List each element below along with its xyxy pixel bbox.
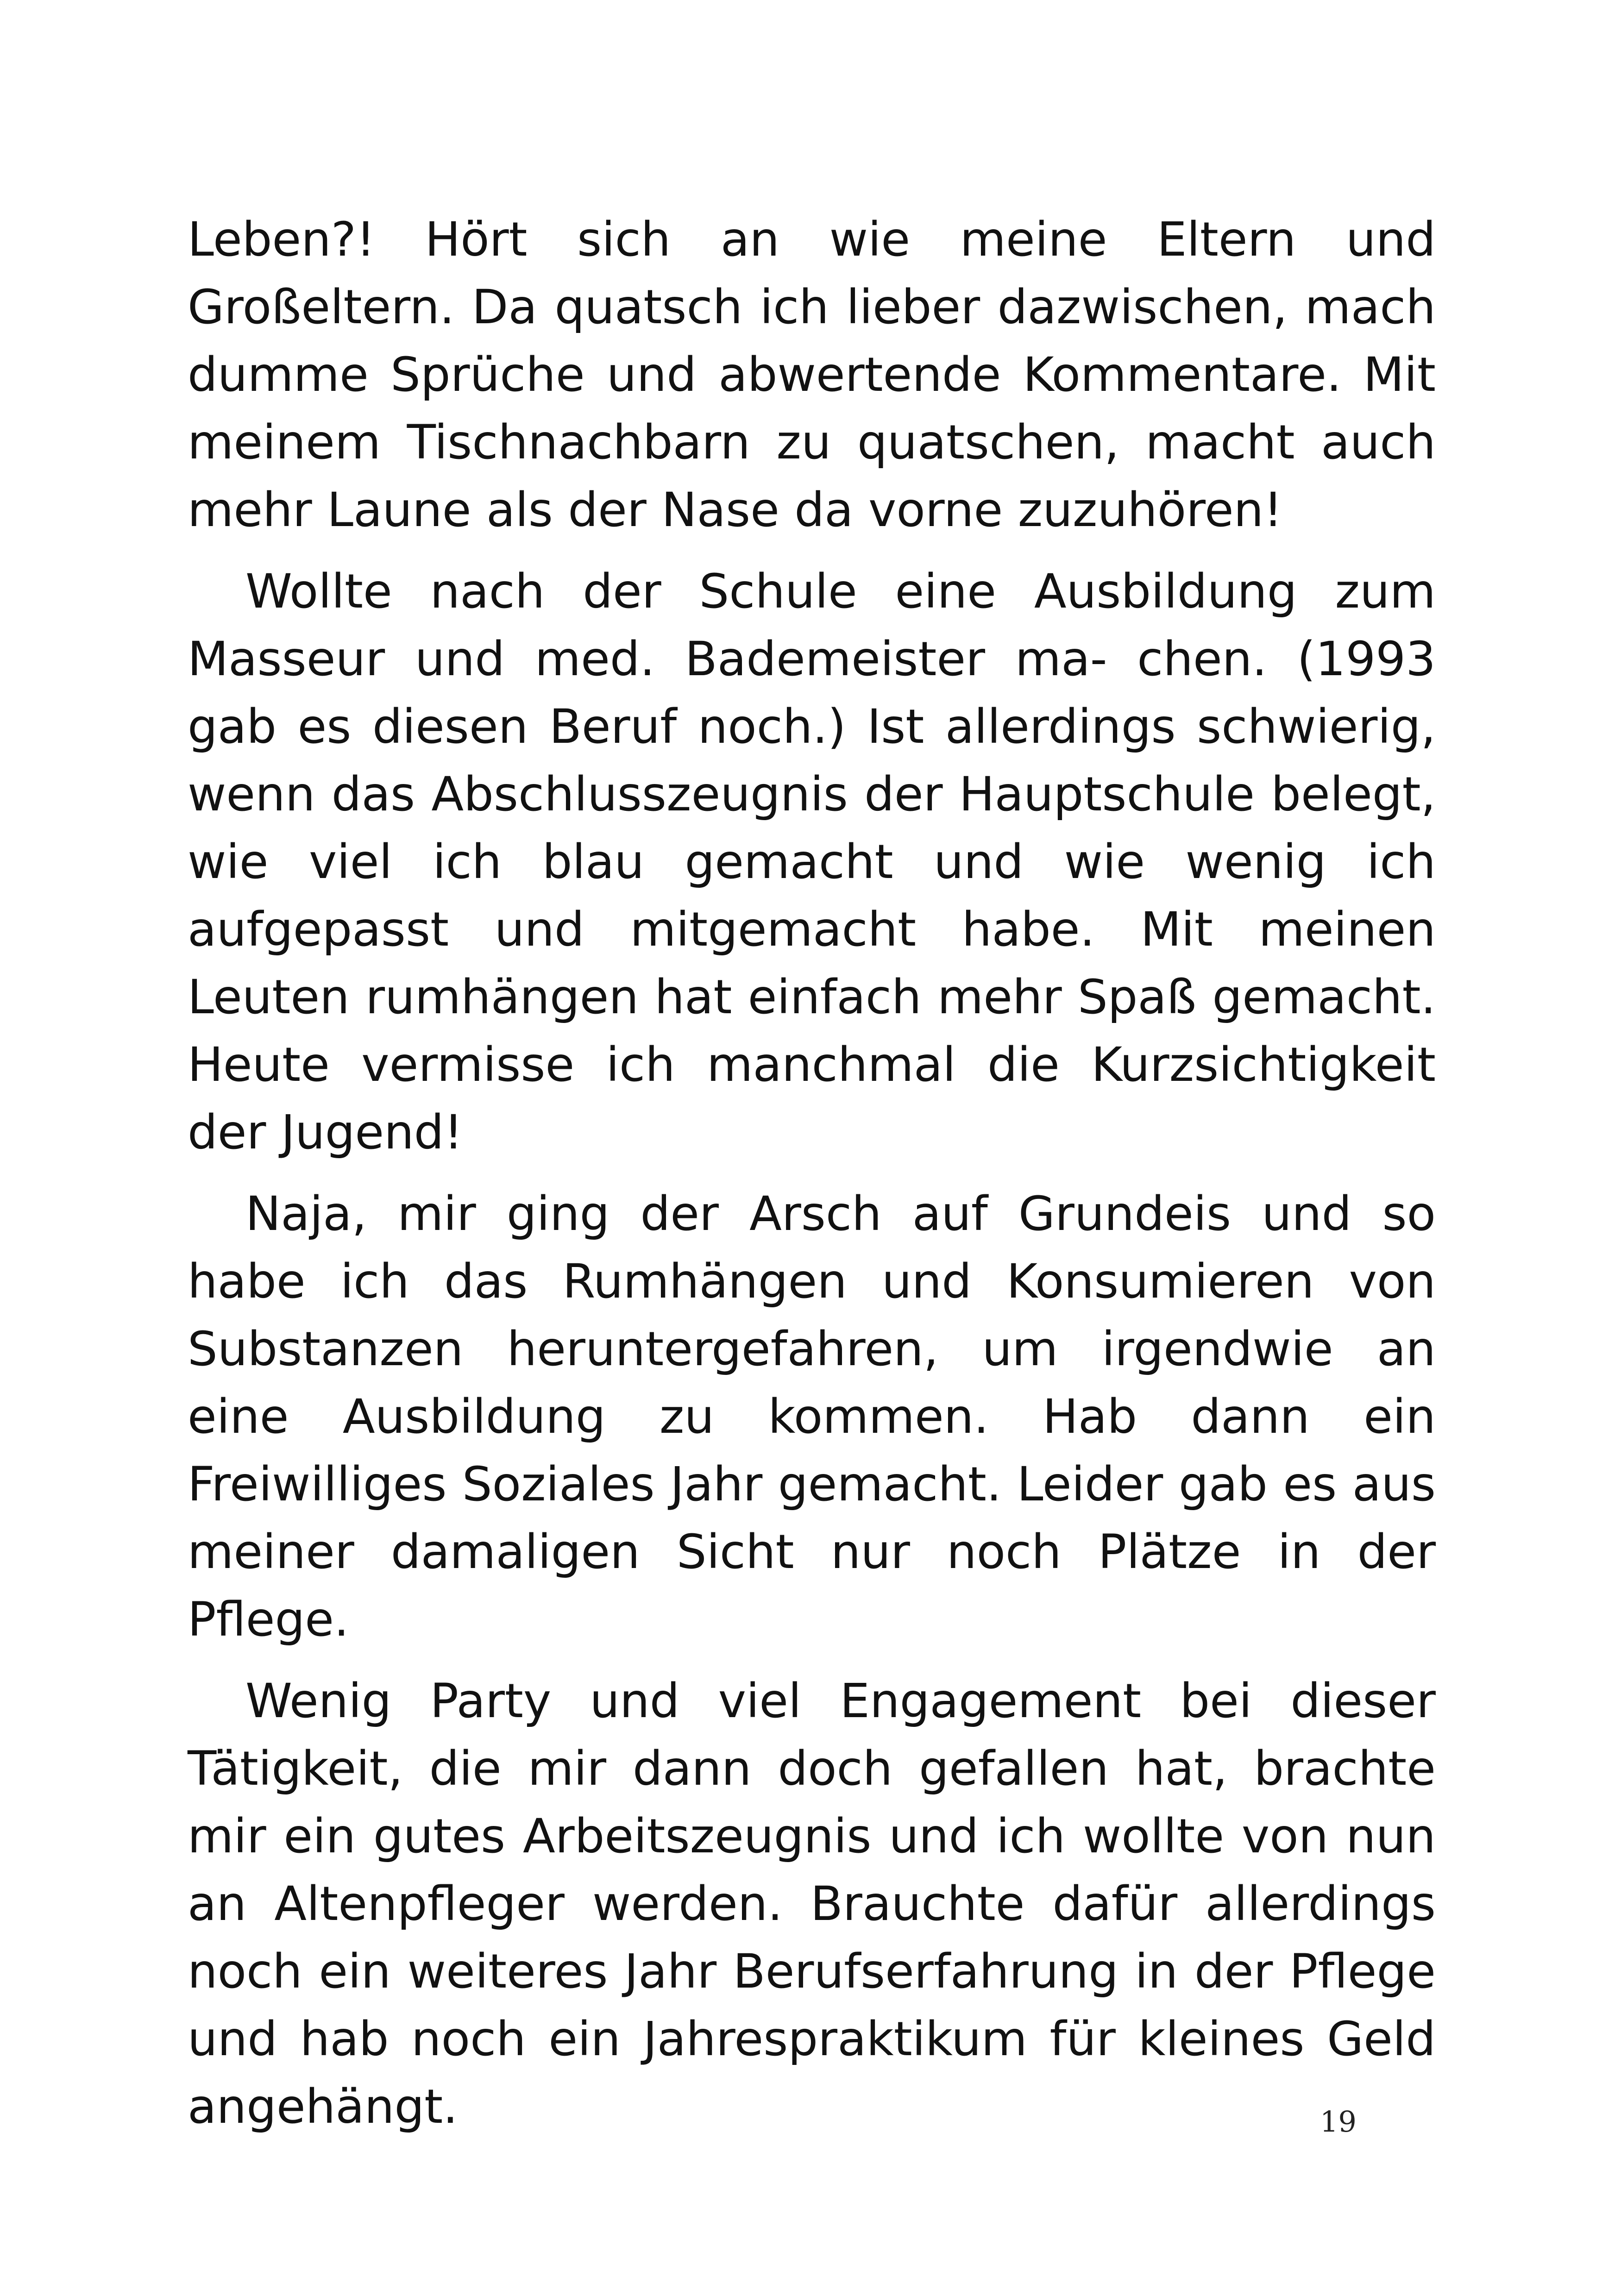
page-number: 19 [1320,2105,1357,2139]
body-text [188,206,1436,2155]
paragraph-1: Leben?! Hört sich an wie meine Eltern und Großeltern. Da quatsch ich lieber dazwischen, mach dumme Sprüche und abwertende Kommentare. Mit meinem Tischnachbarn zu quatschen, macht auch mehr Laune als der Nase da vorne zuzuhören! [188,212,1436,538]
paragraph-3: Naja, mir ging der Arsch auf Grundeis und so habe ich das Rumhängen und Konsumieren von Substanzen heruntergefahren, um irgendwie an eine Ausbildung zu kommen. Hab dann ein Freiwilliges Soziales Jahr gemacht. Leider gab es aus meiner damaligen Sicht nur noch Plätze in der Pflege. [188,1186,1436,1647]
paragraph-2: Wollte nach der Schule eine Ausbildung zum Masseur und med. Bademeister ma- chen. (1993 gab es diesen Beruf noch.) Ist allerdings schwierig, wenn das Abschlusszeugnis der Hauptschule belegt, wie viel ich blau gemacht und wie wenig ich aufgepasst und mitgemacht habe. Mit meinen Leuten rumhängen hat einfach mehr Spaß gemacht. Heute vermisse ich manchmal die Kurzsichtigkeit der Jugend! [188,564,1436,1160]
paragraph-4: Wenig Party und viel Engagement bei dieser Tätigkeit, die mir dann doch gefallen hat, brachte mir ein gutes Arbeitszeugnis und ich wollte von nun an Altenpfleger werden. Brauchte dafür allerdings noch ein weiteres Jahr Berufserfahrung in der Pflege und hab noch ein Jahrespraktikum für kleines Geld angehängt. [188,1674,1436,2134]
